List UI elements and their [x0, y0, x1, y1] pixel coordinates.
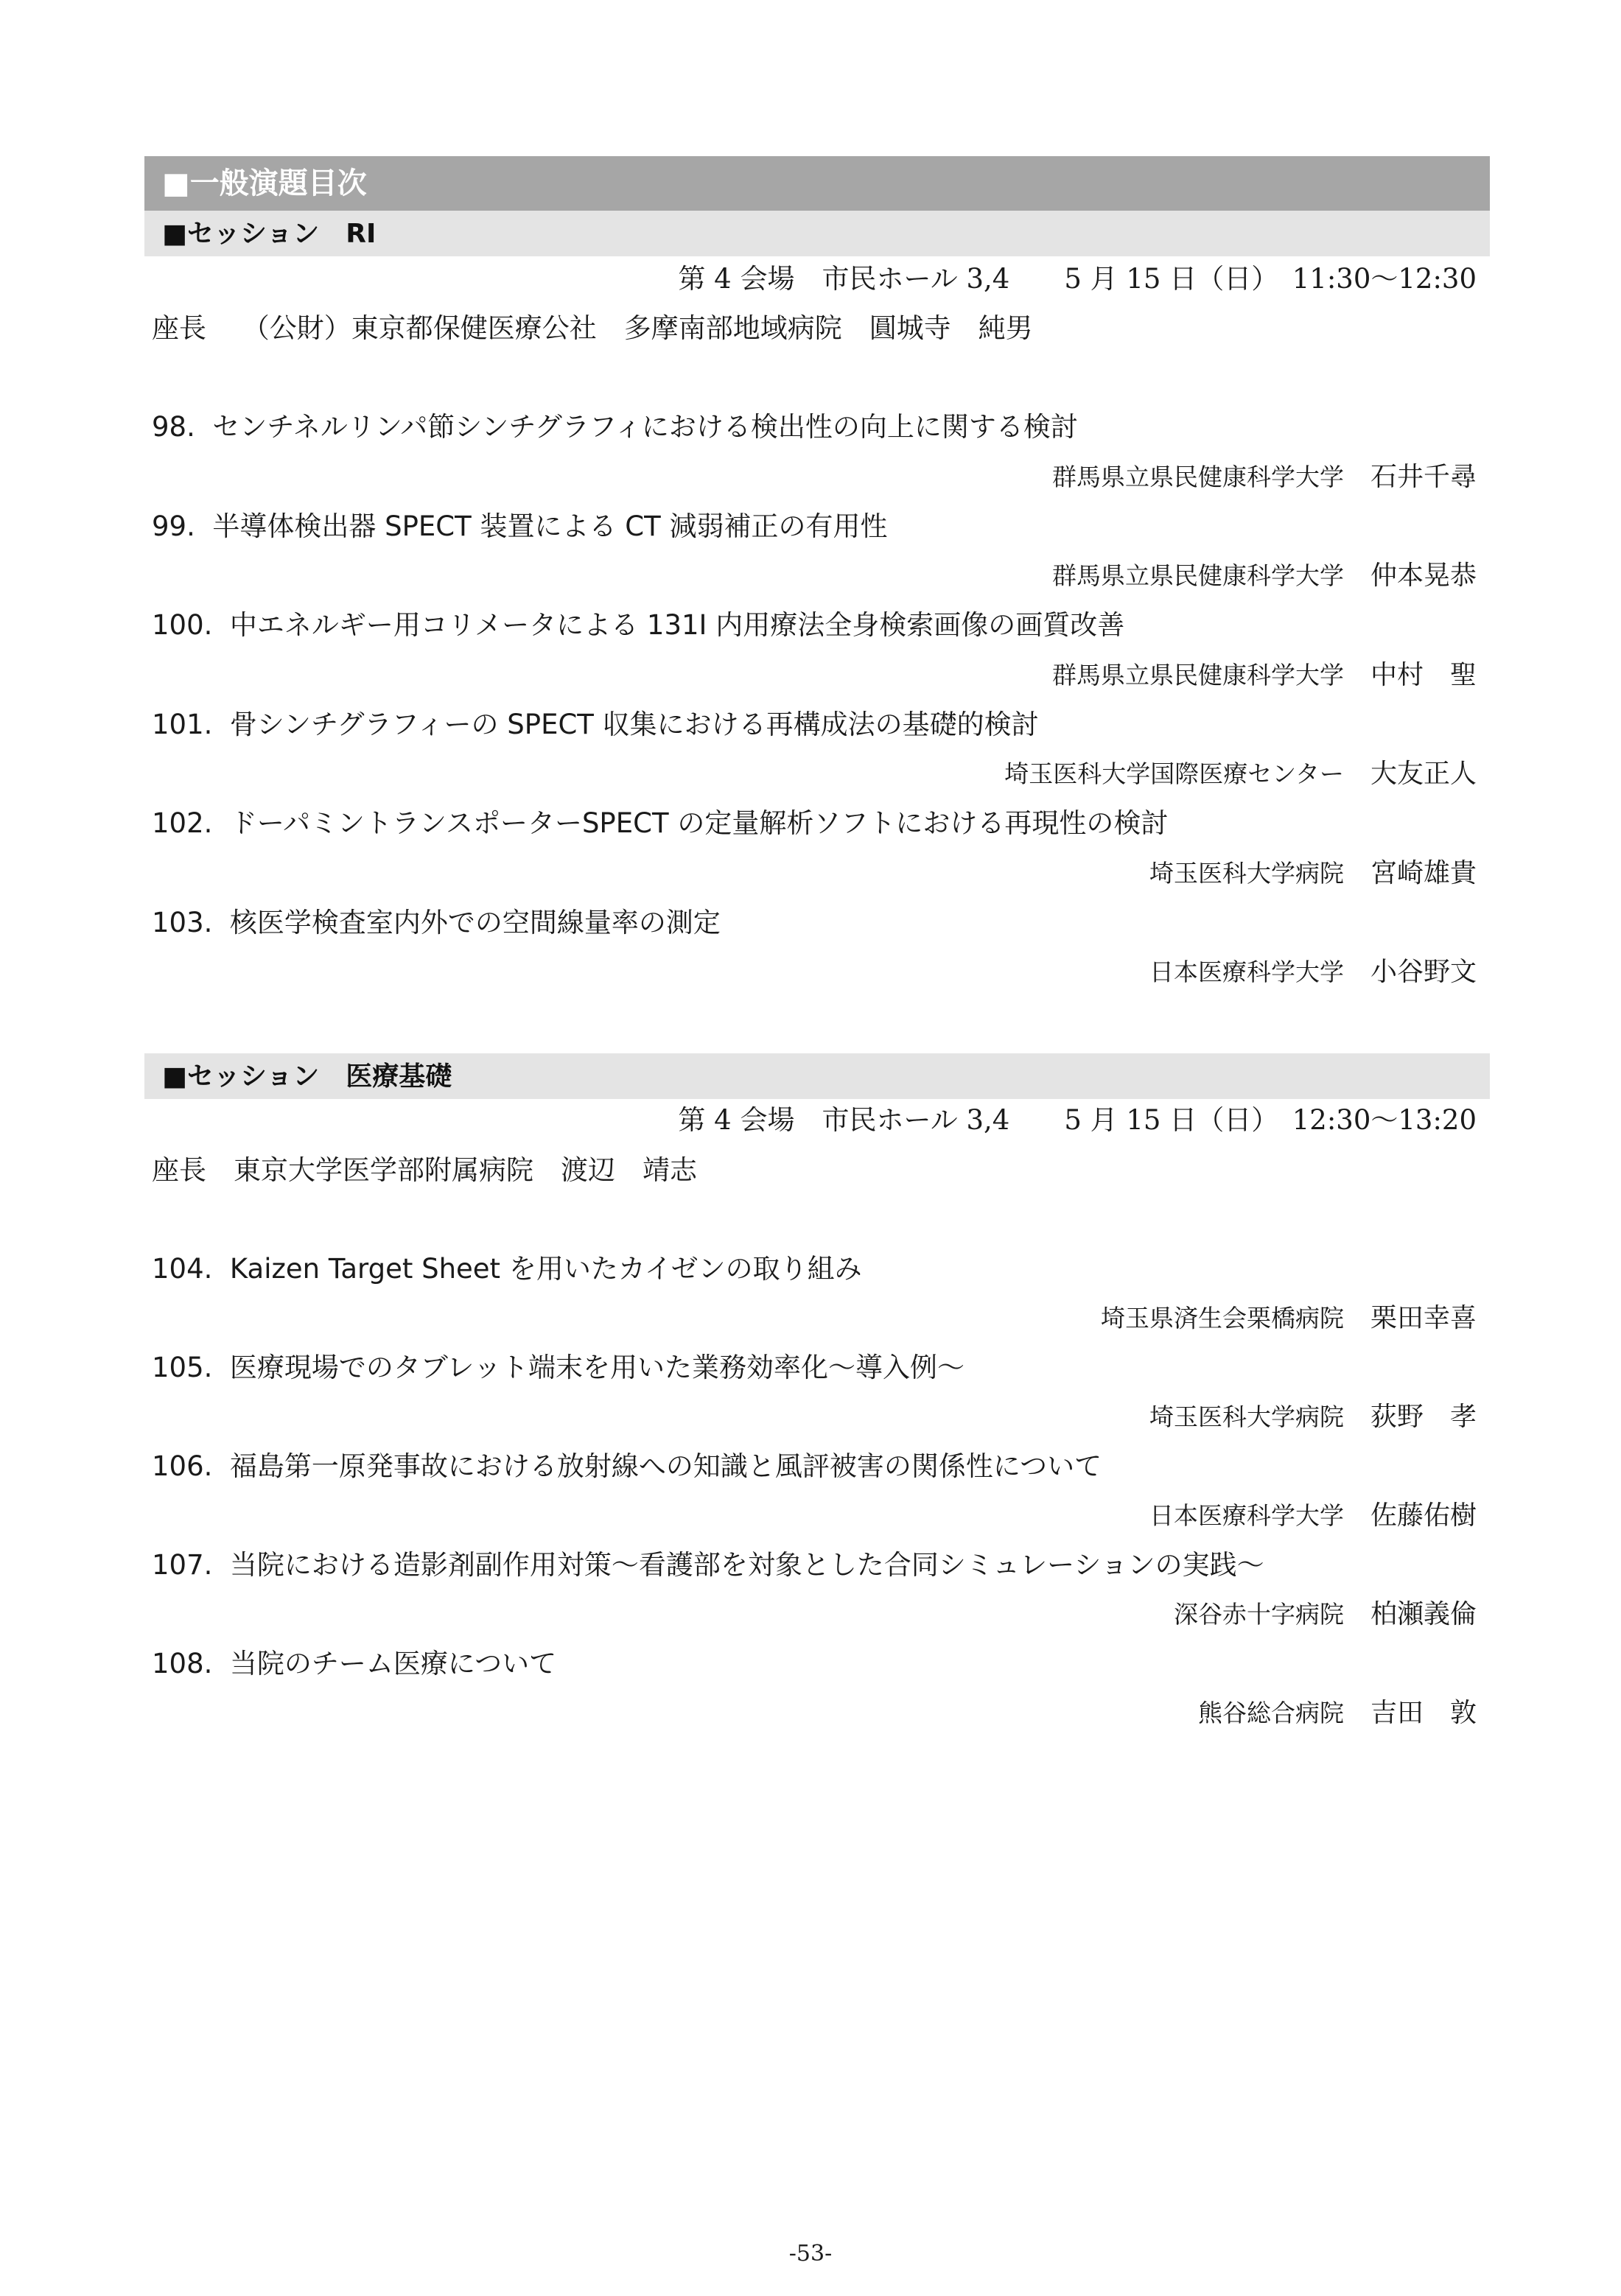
author-name: 佐藤佑樹: [1370, 1500, 1477, 1531]
abstract-author-line: [445, 856, 1477, 891]
abstract-title: 99. 半導体検出器 SPECT 装置による CT 減弱補正の有用性: [152, 510, 888, 542]
abstract-title: 98. センチネルリンパ節シンチグラフィにおける検出性の向上に関する検討: [152, 411, 1078, 443]
affiliation: 深谷赤十字病院: [1173, 1600, 1344, 1629]
abstract-title: 108. 当院のチーム医療について: [152, 1648, 557, 1679]
abstract-author-line: [445, 558, 1477, 594]
session-venue: 第 4 会場 市民ホール 3,4 5 月 15 日（日） 12:30〜13:20: [678, 1104, 1477, 1136]
abstract-author-line: [445, 658, 1477, 693]
affiliation: 日本医療科学大学: [1149, 958, 1344, 986]
affiliation: 埼玉医科大学病院: [1149, 1402, 1344, 1431]
affiliation: 群馬県立県民健康科学大学: [1051, 661, 1344, 689]
affiliation: 埼玉医科大学国際医療センター: [1004, 759, 1344, 788]
session-chair: 座長 東京大学医学部附属病院 渡辺 靖志: [152, 1154, 697, 1186]
author-name: 吉田 敦: [1370, 1698, 1477, 1728]
abstract-author-line: [445, 1696, 1477, 1731]
author-name: 宮崎雄貴: [1370, 858, 1477, 888]
affiliation: 群馬県立県民健康科学大学: [1051, 463, 1344, 491]
abstract-author-line: [445, 1498, 1477, 1534]
author-name: 石井千尋: [1370, 462, 1477, 492]
session-heading-bar: [144, 1053, 1490, 1099]
session-heading: ■セッション RI: [162, 219, 377, 249]
abstract-title: 101. 骨シンチグラフィーの SPECT 収集における再構成法の基礎的検討: [152, 709, 1039, 740]
abstract-author-line: [445, 955, 1477, 990]
author-name: 小谷野文: [1370, 957, 1477, 987]
author-name: 大友正人: [1370, 759, 1477, 789]
abstract-title: 102. ドーパミントランスポーターSPECT の定量解析ソフトにおける再現性の検討: [152, 807, 1169, 839]
abstract-title: 103. 核医学検査室内外での空間線量率の測定: [152, 907, 721, 938]
author-name: 荻野 孝: [1370, 1402, 1477, 1432]
main-header-bar: [144, 156, 1490, 211]
abstract-author-line: [445, 756, 1477, 792]
author-name: 仲本晃恭: [1370, 561, 1477, 591]
session-heading-bar: [144, 211, 1490, 256]
abstract-author-line: [445, 460, 1477, 495]
abstract-title: 105. 医療現場でのタブレット端末を用いた業務効率化〜導入例〜: [152, 1352, 965, 1383]
abstract-author-line: [445, 1301, 1477, 1336]
session-venue: 第 4 会場 市民ホール 3,4 5 月 15 日（日） 11:30〜12:30: [678, 263, 1477, 295]
affiliation: 群馬県立県民健康科学大学: [1051, 561, 1344, 590]
page-number: -53-: [788, 2241, 833, 2267]
abstract-title: 106. 福島第一原発事故における放射線への知識と風評被害の関係性について: [152, 1450, 1102, 1482]
abstract-title: 100. 中エネルギー用コリメータによる 131I 内用療法全身検索画像の画質改善: [152, 609, 1125, 641]
affiliation: 日本医療科学大学: [1149, 1501, 1344, 1530]
author-name: 柏瀬義倫: [1370, 1599, 1477, 1629]
abstract-author-line: [445, 1400, 1477, 1435]
session-heading: ■セッション 医療基礎: [162, 1061, 452, 1092]
abstract-author-line: [445, 1597, 1477, 1632]
abstract-title: 104. Kaizen Target Sheet を用いたカイゼンの取り組み: [152, 1253, 862, 1285]
affiliation: 埼玉医科大学病院: [1149, 859, 1344, 888]
abstract-title: 107. 当院における造影剤副作用対策〜看護部を対象とした合同シミュレーションの実践〜: [152, 1549, 1264, 1581]
affiliation: 埼玉県済生会栗橋病院: [1100, 1304, 1344, 1333]
main-header-title: ■一般演題目次: [162, 166, 367, 200]
author-name: 栗田幸喜: [1370, 1303, 1477, 1333]
affiliation: 熊谷総合病院: [1197, 1699, 1344, 1727]
author-name: 中村 聖: [1370, 660, 1477, 690]
session-chair: 座長 （公財）東京都保健医療公社 多摩南部地域病院 圓城寺 純男: [152, 312, 1033, 344]
